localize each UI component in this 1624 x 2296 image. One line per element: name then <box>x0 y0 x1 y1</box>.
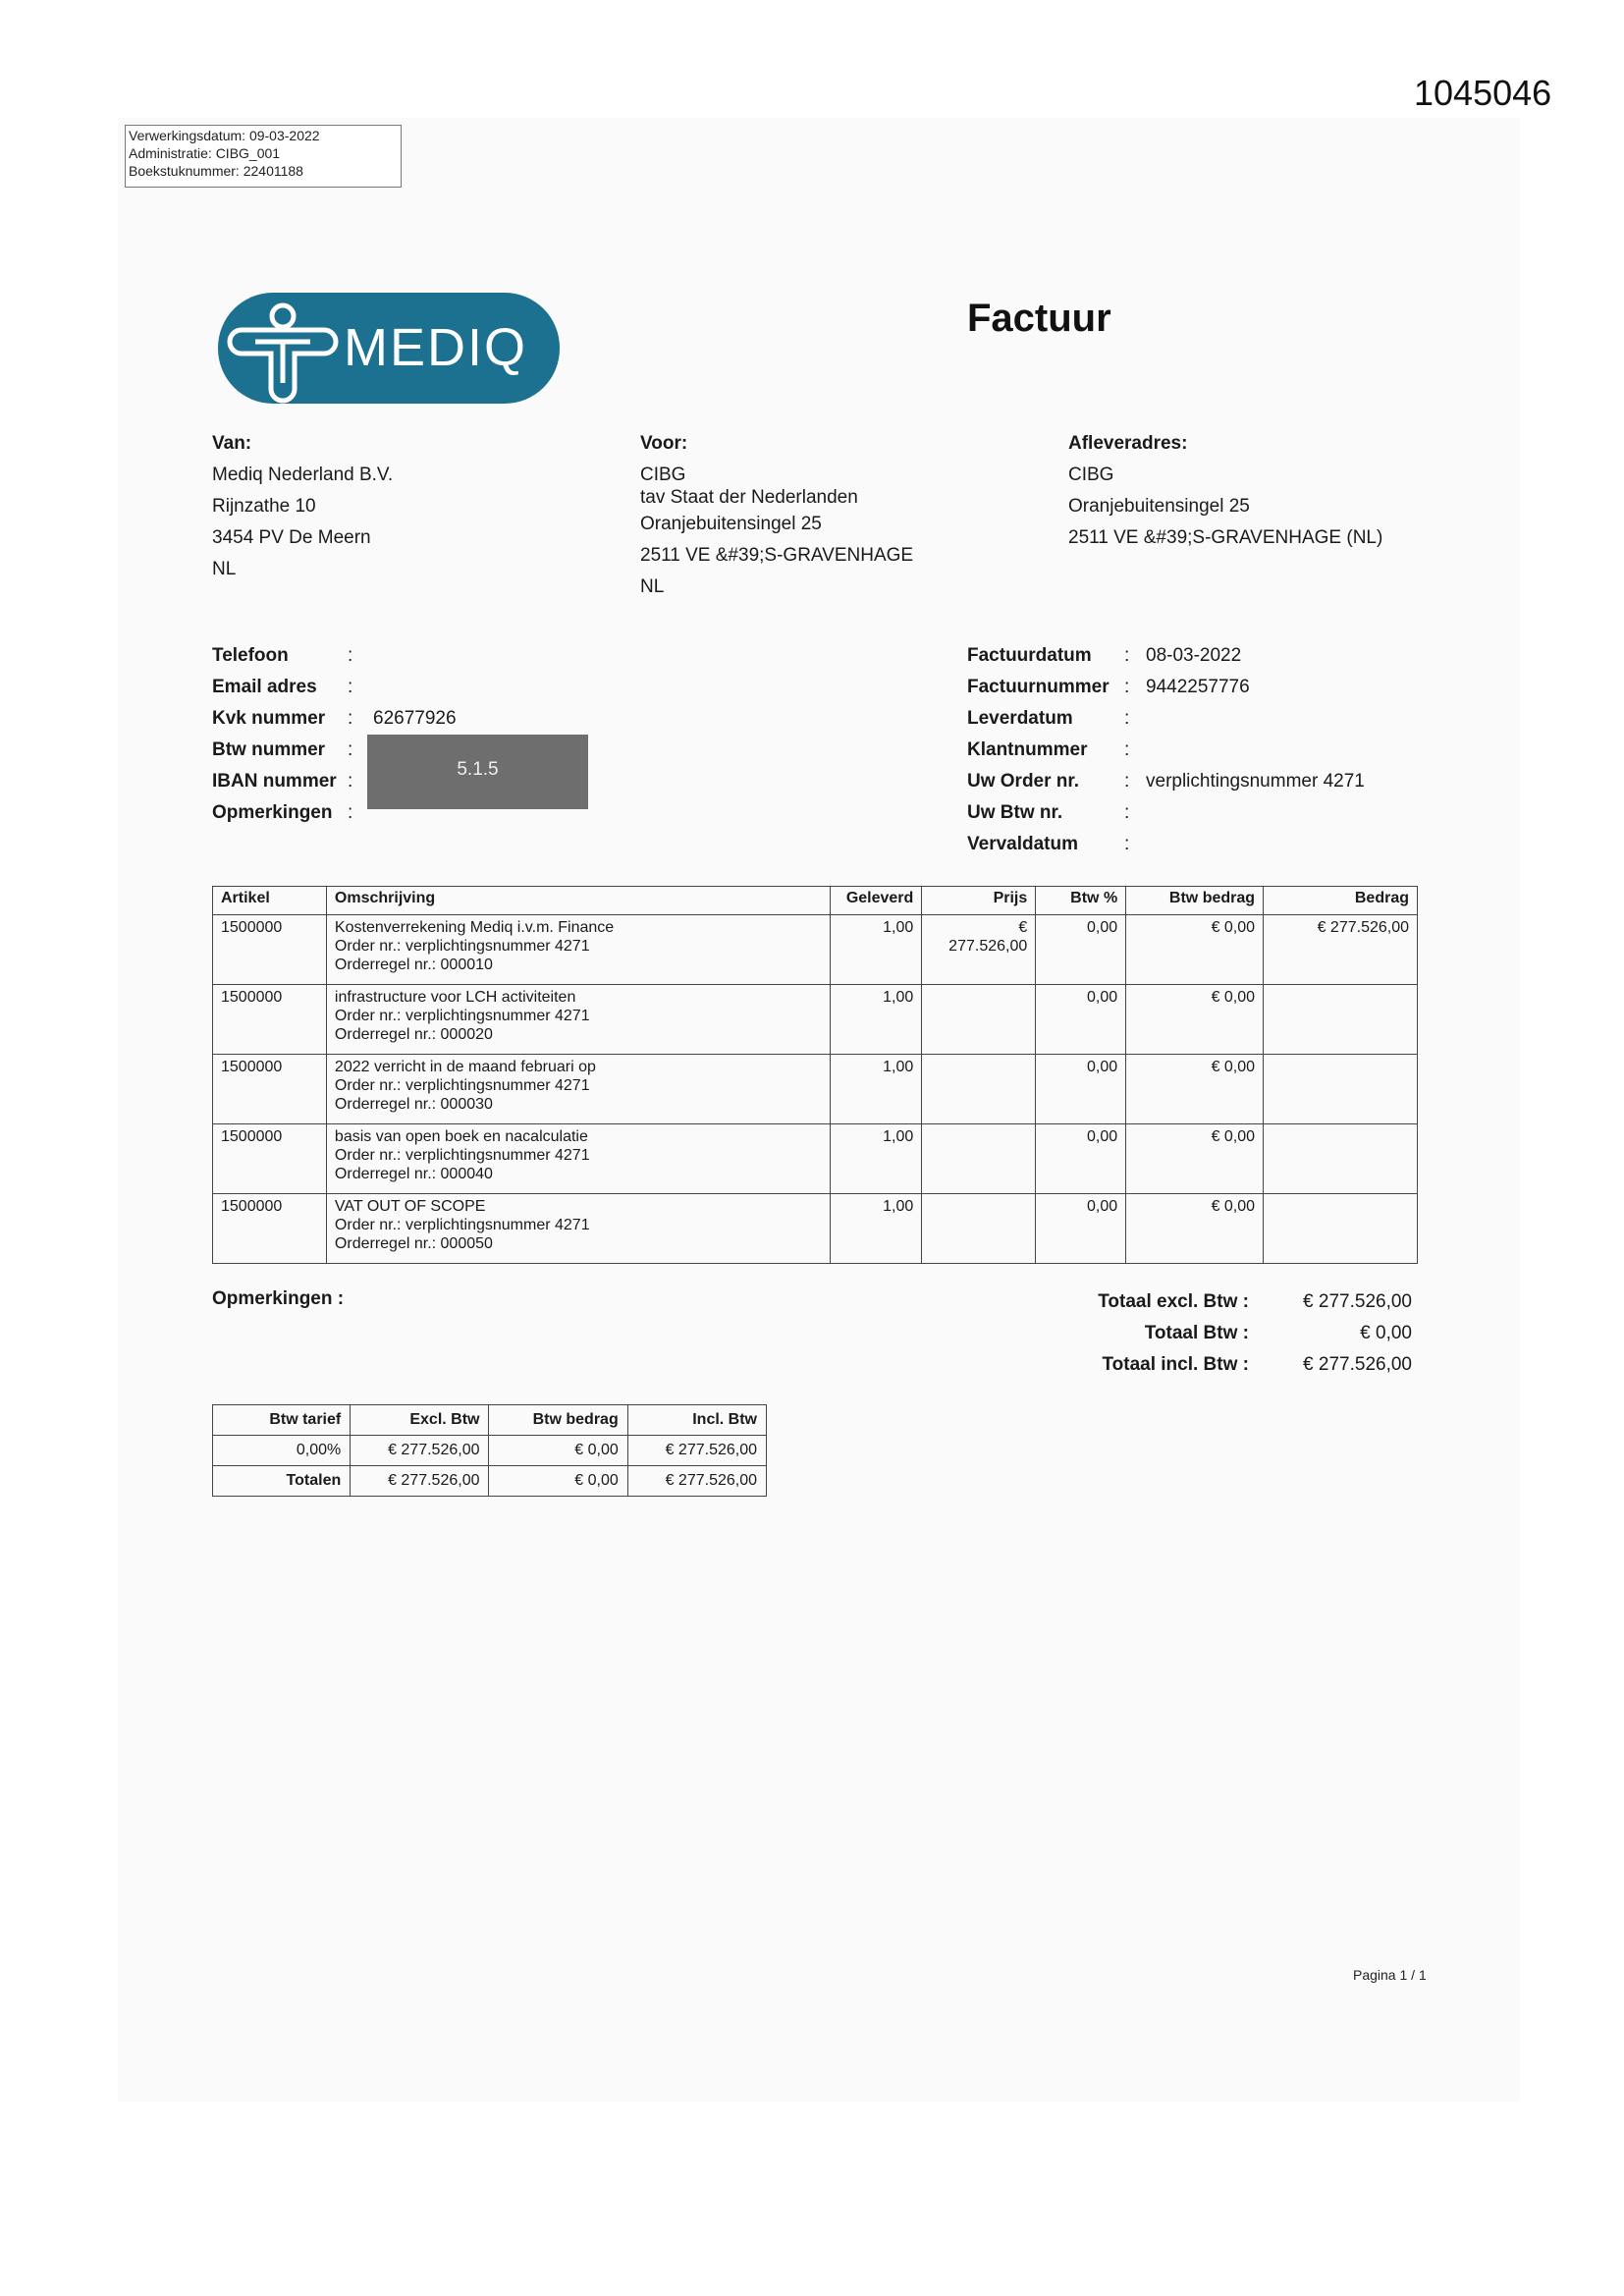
field-colon: : <box>348 645 353 666</box>
desc-line: Orderregel nr.: 000050 <box>334 1235 493 1252</box>
field-label: Btw nummer <box>212 739 326 760</box>
mediq-logo <box>218 293 560 404</box>
desc-line: Order nr.: verplichtingsnummer 4271 <box>334 1008 590 1024</box>
cell-artikel: 1500000 <box>213 1124 327 1194</box>
cell-omschrijving <box>326 1055 830 1124</box>
cell-btw-pct: 0,00 <box>1036 1124 1126 1194</box>
cell-prijs <box>922 1194 1036 1264</box>
vat-header-row <box>213 1405 767 1436</box>
cell-geleverd: 1,00 <box>831 1124 922 1194</box>
field-colon: : <box>1124 739 1130 760</box>
table-row <box>213 1124 1418 1194</box>
field-colon: : <box>1124 834 1130 854</box>
field-colon: : <box>1124 677 1130 697</box>
sender-line: Rijnzathe 10 <box>212 496 316 517</box>
col-header-btw-pct: Btw % <box>1036 887 1126 915</box>
field-colon: : <box>348 802 353 823</box>
col-header-btw-bedrag: Btw bedrag <box>1126 887 1264 915</box>
stamp-processing-date: Verwerkingsdatum: 09-03-2022 <box>129 128 320 143</box>
cell-excl-btw: € 277.526,00 <box>351 1466 489 1497</box>
total-incl-row <box>1080 1349 1412 1381</box>
table-row <box>213 1194 1418 1264</box>
delivery-line: CIBG <box>1068 465 1114 485</box>
delivery-line: 2511 VE &#39;S-GRAVENHAGE (NL) <box>1068 527 1383 548</box>
field-label: Kvk nummer <box>212 708 326 729</box>
cell-omschrijving <box>326 1194 830 1264</box>
desc-line: Orderregel nr.: 000020 <box>334 1026 493 1043</box>
desc-line: 2022 verricht in de maand februari op <box>334 1059 596 1075</box>
desc-line: VAT OUT OF SCOPE <box>334 1198 486 1215</box>
totals-block <box>1080 1286 1412 1385</box>
cell-artikel: 1500000 <box>213 1055 327 1124</box>
col-header-btw-tarief: Btw tarief <box>213 1405 351 1436</box>
total-value: € 277.526,00 <box>1303 1354 1412 1375</box>
col-header-artikel: Artikel <box>213 887 327 915</box>
total-label: Totaal incl. Btw : <box>1102 1354 1249 1375</box>
cell-btw-tarief: 0,00% <box>213 1436 351 1466</box>
invoice-title: Factuur <box>967 297 1111 340</box>
col-header-omschrijving: Omschrijving <box>326 887 830 915</box>
cell-btw-bedrag: € 0,00 <box>489 1436 627 1466</box>
field-label: Factuurdatum <box>967 645 1092 666</box>
recipient-line: CIBG <box>640 465 686 485</box>
recipient-header: Voor: <box>640 433 688 454</box>
cell-btw-bedrag: € 0,00 <box>1126 1124 1264 1194</box>
cell-bedrag <box>1264 1194 1418 1264</box>
document-number: 1045046 <box>1414 73 1552 113</box>
field-label: Klantnummer <box>967 739 1088 760</box>
table-row <box>213 1466 767 1497</box>
field-label: Leverdatum <box>967 708 1073 729</box>
table-row <box>213 985 1418 1055</box>
recipient-line: NL <box>640 576 665 597</box>
cell-totalen-label: Totalen <box>213 1466 351 1497</box>
desc-line: basis van open boek en nacalculatie <box>334 1128 588 1145</box>
field-value: verplichtingsnummer 4271 <box>1146 771 1365 792</box>
recipient-line: 2511 VE &#39;S-GRAVENHAGE <box>640 545 914 566</box>
desc-line: Order nr.: verplichtingsnummer 4271 <box>334 1217 590 1233</box>
cell-btw-bedrag: € 0,00 <box>1126 1055 1264 1124</box>
cell-bedrag: € 277.526,00 <box>1264 915 1418 985</box>
field-colon: : <box>348 739 353 760</box>
sender-block <box>212 428 393 585</box>
cell-artikel: 1500000 <box>213 985 327 1055</box>
col-header-btw-bedrag: Btw bedrag <box>489 1405 627 1436</box>
field-label: Factuurnummer <box>967 677 1110 697</box>
field-label: Uw Btw nr. <box>967 802 1063 823</box>
remarks-label: Opmerkingen : <box>212 1288 345 1309</box>
cell-omschrijving <box>326 985 830 1055</box>
desc-line: Order nr.: verplichtingsnummer 4271 <box>334 1147 590 1164</box>
cell-geleverd: 1,00 <box>831 915 922 985</box>
cell-btw-pct: 0,00 <box>1036 915 1126 985</box>
cell-bedrag <box>1264 1124 1418 1194</box>
table-row <box>213 915 1418 985</box>
desc-line: infrastructure voor LCH activiteiten <box>334 989 576 1006</box>
total-value: € 0,00 <box>1360 1323 1412 1343</box>
desc-line: Orderregel nr.: 000040 <box>334 1166 493 1182</box>
total-label: Totaal Btw : <box>1144 1323 1249 1343</box>
field-colon: : <box>1124 645 1130 666</box>
vat-summary-table <box>212 1404 767 1497</box>
sender-line: NL <box>212 559 237 579</box>
cell-prijs <box>922 1055 1036 1124</box>
cell-geleverd: 1,00 <box>831 985 922 1055</box>
total-excl-row <box>1080 1286 1412 1318</box>
redaction-box: 5.1.5 <box>367 735 588 809</box>
col-header-prijs: Prijs <box>922 887 1036 915</box>
col-header-bedrag: Bedrag <box>1264 887 1418 915</box>
field-value: 9442257776 <box>1146 677 1250 697</box>
desc-line: Kostenverrekening Mediq i.v.m. Finance <box>334 919 615 936</box>
cell-omschrijving <box>326 915 830 985</box>
table-row <box>213 1055 1418 1124</box>
stamp-booking-number: Boekstuknummer: 22401188 <box>129 163 303 179</box>
cell-btw-bedrag: € 0,00 <box>1126 1194 1264 1264</box>
field-value: 62677926 <box>373 708 457 729</box>
sender-line: Mediq Nederland B.V. <box>212 465 394 485</box>
field-label: Telefoon <box>212 645 289 666</box>
cell-btw-bedrag: € 0,00 <box>1126 915 1264 985</box>
sender-line: 3454 PV De Meern <box>212 527 371 548</box>
cell-btw-bedrag: € 0,00 <box>489 1466 627 1497</box>
cell-btw-bedrag: € 0,00 <box>1126 985 1264 1055</box>
field-label: Uw Order nr. <box>967 771 1080 792</box>
cell-prijs <box>922 985 1036 1055</box>
stamp-administration: Administratie: CIBG_001 <box>129 145 281 161</box>
cell-geleverd: 1,00 <box>831 1194 922 1264</box>
cell-btw-pct: 0,00 <box>1036 985 1126 1055</box>
delivery-block <box>1068 428 1382 554</box>
prijs-line: € <box>1018 919 1028 936</box>
recipient-line: Oranjebuitensingel 25 <box>640 514 822 534</box>
field-colon: : <box>348 771 353 792</box>
prijs-line: 277.526,00 <box>948 938 1028 955</box>
desc-line: Order nr.: verplichtingsnummer 4271 <box>334 938 590 955</box>
col-header-incl-btw: Incl. Btw <box>627 1405 766 1436</box>
field-label: IBAN nummer <box>212 771 337 792</box>
cell-omschrijving <box>326 1124 830 1194</box>
cell-excl-btw: € 277.526,00 <box>351 1436 489 1466</box>
col-header-geleverd: Geleverd <box>831 887 922 915</box>
desc-line: Orderregel nr.: 000010 <box>334 957 493 973</box>
field-label: Email adres <box>212 677 317 697</box>
cell-prijs <box>922 915 1036 985</box>
desc-line: Order nr.: verplichtingsnummer 4271 <box>334 1077 590 1094</box>
field-colon: : <box>1124 802 1130 823</box>
items-table <box>212 886 1418 1264</box>
cell-incl-btw: € 277.526,00 <box>627 1466 766 1497</box>
sender-header: Van: <box>212 433 252 454</box>
cell-incl-btw: € 277.526,00 <box>627 1436 766 1466</box>
cell-artikel: 1500000 <box>213 915 327 985</box>
delivery-line: Oranjebuitensingel 25 <box>1068 496 1250 517</box>
cell-artikel: 1500000 <box>213 1194 327 1264</box>
items-header-row <box>213 887 1418 915</box>
field-value: 08-03-2022 <box>1146 645 1242 666</box>
cell-bedrag <box>1264 1055 1418 1124</box>
field-colon: : <box>348 708 353 729</box>
page-indicator: Pagina 1 / 1 <box>1353 1967 1427 1983</box>
total-btw-row <box>1080 1318 1412 1349</box>
cell-geleverd: 1,00 <box>831 1055 922 1124</box>
recipient-block <box>640 428 913 603</box>
table-row <box>213 1436 767 1466</box>
recipient-line: tav Staat der Nederlanden <box>640 487 858 508</box>
logo-text: MEDIQ <box>344 318 528 377</box>
field-colon: : <box>1124 708 1130 729</box>
desc-line: Orderregel nr.: 000030 <box>334 1096 493 1113</box>
field-label: Opmerkingen <box>212 802 333 823</box>
delivery-header: Afleveradres: <box>1068 433 1188 454</box>
cell-btw-pct: 0,00 <box>1036 1194 1126 1264</box>
total-value: € 277.526,00 <box>1303 1291 1412 1312</box>
field-colon: : <box>348 677 353 697</box>
cell-bedrag <box>1264 985 1418 1055</box>
cell-btw-pct: 0,00 <box>1036 1055 1126 1124</box>
col-header-excl-btw: Excl. Btw <box>351 1405 489 1436</box>
cell-prijs <box>922 1124 1036 1194</box>
processing-stamp <box>125 125 402 188</box>
field-label: Vervaldatum <box>967 834 1078 854</box>
field-colon: : <box>1124 771 1130 792</box>
total-label: Totaal excl. Btw : <box>1098 1291 1249 1312</box>
